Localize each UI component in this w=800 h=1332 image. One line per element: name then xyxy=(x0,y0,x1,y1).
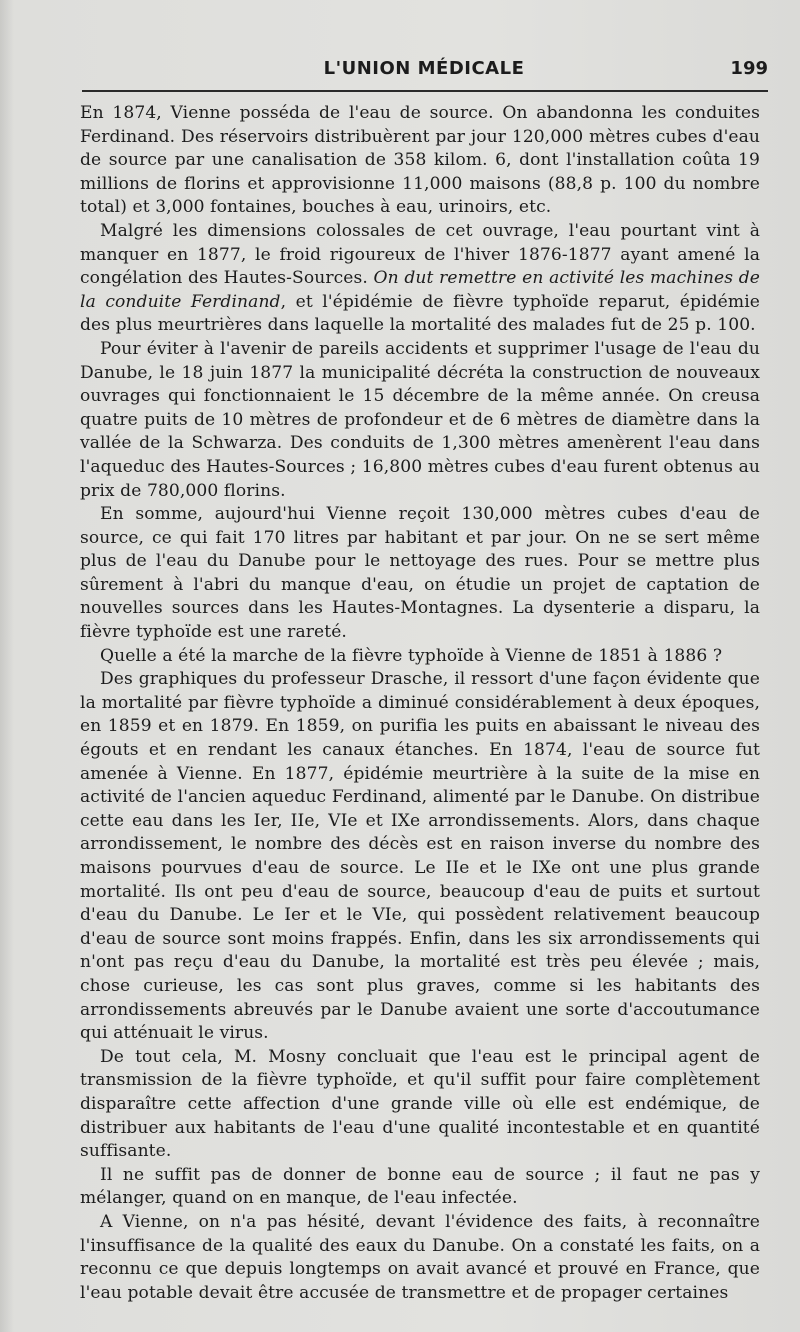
body-text xyxy=(80,102,760,1305)
paragraph-text: , et l'épidémie de fièvre typhoïde reparut, épidémie des plus meurtrières dans laquelle la mortalité des malades fut de 25 p. 100. xyxy=(80,291,760,336)
paragraph: Quelle a été la marche de la fièvre typhoïde à Vienne de 1851 à 1886 ? xyxy=(100,645,723,666)
running-title: L'UNION MÉDICALE xyxy=(323,58,525,79)
paragraph: A Vienne, on n'a pas hésité, devant l'évidence des faits, à reconnaître l'insuffisance de la qualité des eaux du Danube. On a constaté les faits, on a reconnu ce que depuis longtemps on avait avancé et prouvé en France, que l'eau potable devait être accusée de transmettre et de propager certaines xyxy=(80,1211,760,1303)
page-header xyxy=(80,58,768,86)
header-rule xyxy=(82,90,768,92)
page-number: 199 xyxy=(730,58,768,79)
paragraph: De tout cela, M. Mosny concluait que l'eau est le principal agent de transmission de la fièvre typhoïde, et qu'il suffit pour faire complètement disparaître cette affection d'une grande ville où elle est endémique, de distribuer aux habitants de l'eau d'une qualité incontestable et en quantité suffisante. xyxy=(80,1046,760,1162)
paragraph: Des graphiques du professeur Drasche, il ressort d'une façon évidente que la mortalité par fièvre typhoïde a diminué considérablement à deux époques, en 1859 et en 1879. En 1859, on purifia les puits en abaissant le niveau des égouts et en rendant les canaux étanches. En 1874, l'eau de source fut amenée à Vienne. En 1877, épidémie meurtrière à la suite de la mise en activité de l'ancien aqueduc Ferdinand, alimenté par le Danube. On distribue cette eau dans les Ier, IIe, VIe et IXe arrondissements. Alors, dans chaque arrondissement, le nombre des décès est en raison inverse du nombre des maisons pourvues d'eau de source. Le IIe et le IXe ont une plus grande mortalité. Ils ont peu d'eau de source, beaucoup d'eau de puits et surtout d'eau du Danube. Le Ier et le VIe, qui possèdent relativement beaucoup d'eau de source sont moins frappés. Enfin, dans les six arrondissements qui n'ont pas reçu d'eau du Danube, la mortalité est très peu élevée ; mais, chose curieuse, les cas sont plus graves, comme si les habitants des arrondissements abreuvés par le Danube avaient une sorte d'accoutumance qui atténuait le virus. xyxy=(80,669,760,1044)
paragraph-text: Malgré les dimensions colossales de cet ouvrage, l'eau pourtant vint à manquer en 1877, le froid rigoureux de l'hiver 1876-1877 ayant amené la congélation des Hautes-Sources. xyxy=(80,220,760,289)
paragraph: En somme, aujourd'hui Vienne reçoit 130,000 mètres cubes d'eau de source, ce qui fait 170 litres par habitant et par jour. On ne se sert même plus de l'eau du Danube pour le nettoyage des rues. Pour se mettre plus sûrement à l'abri du manque d'eau, on étudie un projet de captation de nouvelles sources dans les Hautes-Montagnes. La dysenterie a disparu, la fièvre typhoïde est une rareté. xyxy=(80,504,760,643)
paragraph: Il ne suffit pas de donner de bonne eau de source ; il faut ne pas y mélanger, quand on en manque, de l'eau infectée. xyxy=(80,1164,760,1209)
paragraph: En 1874, Vienne posséda de l'eau de source. On abandonna les conduites Ferdinand. Des réservoirs distribuèrent par jour 120,000 mètres cubes d'eau de source par une canalisation de 358 kilom. 6, dont l'installation coûta 19 millions de florins et approvisionne 11,000 maisons (88,8 p. 100 du nombre total) et 3,000 fontaines, bouches à eau, urinoirs, etc. xyxy=(80,103,760,218)
paragraph xyxy=(80,220,760,338)
italic-phrase: On dut remettre en activité les machines de la conduite Ferdinand xyxy=(80,268,760,312)
paragraph: Pour éviter à l'avenir de pareils accidents et supprimer l'usage de l'eau du Danube, le 18 juin 1877 la municipalité décréta la construction de nouveaux ouvrages qui fonctionnaient le 15 décembre de la même année. On creusa quatre puits de 10 mètres de profondeur et de 6 mètres de diamètre dans la vallée de la Schwarza. Des conduits de 1,300 mètres amenèrent l'eau dans l'aqueduc des Hautes-Sources ; 16,800 mètres cubes d'eau furent obtenus au prix de 780,000 florins. xyxy=(80,338,760,501)
